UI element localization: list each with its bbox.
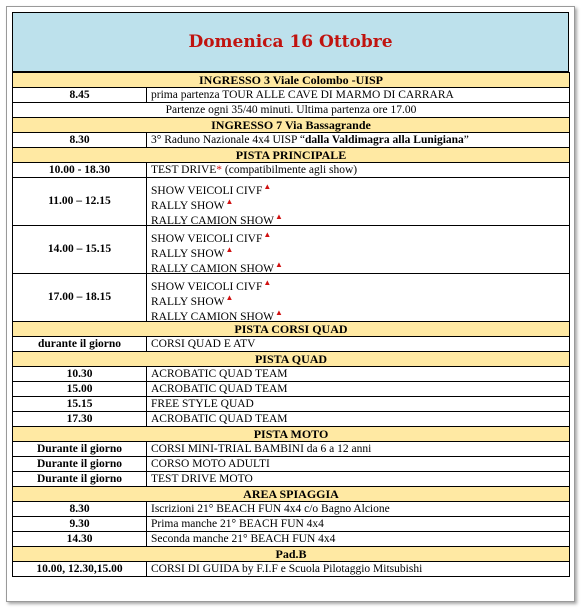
area-spiaggia-header-row <box>13 487 570 502</box>
event-text: RALLY SHOW <box>151 199 225 212</box>
event-text: ACROBATIC QUAD TEAM <box>151 413 288 425</box>
event-text: Prima manche 21° BEACH FUN 4x4 <box>151 518 324 530</box>
pista-principale-header-row <box>13 148 570 163</box>
quad-row <box>13 412 570 427</box>
time-cell: 17.30 <box>13 412 147 427</box>
pista-principale-header: PISTA PRINCIPALE <box>13 148 570 163</box>
quad-row <box>13 367 570 382</box>
moto-row <box>13 442 570 457</box>
event-cell <box>147 88 570 103</box>
ingresso3-row <box>13 88 570 103</box>
time-cell: 11.00 – 12.15 <box>13 178 147 226</box>
event-line <box>151 242 565 260</box>
time-cell: 14.00 – 15.15 <box>13 226 147 274</box>
event-cell <box>147 562 570 577</box>
show-block <box>13 274 570 322</box>
event-cell <box>147 472 570 487</box>
ingresso3-header-row <box>13 73 570 88</box>
event-cell <box>147 178 570 226</box>
asterisk-mark: * <box>216 164 223 176</box>
event-cell <box>147 274 570 322</box>
triangle-mark-icon: ▲ <box>263 278 272 287</box>
event-cell <box>147 133 570 148</box>
time-cell: durante il giorno <box>13 337 147 352</box>
moto-row <box>13 472 570 487</box>
event-cell <box>147 337 570 352</box>
triangle-mark-icon: ▲ <box>263 182 272 191</box>
event-line <box>151 305 565 320</box>
event-text: RALLY CAMION SHOW <box>151 262 275 274</box>
event-text: Seconda manche 21° BEACH FUN 4x4 <box>151 533 336 545</box>
page-title: Domenica 16 Ottobre <box>12 12 569 72</box>
time-cell: Durante il giorno <box>13 472 147 487</box>
pista-quad-header: PISTA QUAD <box>13 352 570 367</box>
event-text-end: ” <box>463 134 469 146</box>
time-cell: 15.15 <box>13 397 147 412</box>
time-cell: 15.00 <box>13 382 147 397</box>
event-cell <box>147 412 570 427</box>
event-text: CORSO MOTO ADULTI <box>151 458 270 470</box>
ingresso7-row <box>13 133 570 148</box>
event-text: SHOW VEICOLI CIVF <box>151 232 263 245</box>
ingresso3-note-row <box>13 103 570 118</box>
pista-quad-header-row <box>13 352 570 367</box>
ingresso3-note: Partenze ogni 35/40 minuti. Ultima partenza ore 17.00 <box>13 103 570 118</box>
event-text: TEST DRIVE <box>151 164 217 176</box>
event-text: CORSI DI GUIDA by F.I.F e Scuola Pilotaggio Mitsubishi <box>151 563 423 575</box>
spiaggia-row <box>13 517 570 532</box>
event-text: SHOW VEICOLI CIVF <box>151 184 263 197</box>
show-block <box>13 226 570 274</box>
event-line <box>151 209 565 224</box>
time-cell: 9.30 <box>13 517 147 532</box>
event-line <box>151 194 565 212</box>
event-text: RALLY SHOW <box>151 295 225 308</box>
quad-row <box>13 382 570 397</box>
event-note: (compatibilmente agli show) <box>222 164 358 176</box>
time-cell: Durante il giorno <box>13 442 147 457</box>
ingresso7-header: INGRESSO 7 Via Bassagrande <box>13 118 570 133</box>
pad-b-header-row <box>13 547 570 562</box>
triangle-mark-icon: ▲ <box>275 260 283 269</box>
event-text: ACROBATIC QUAD TEAM <box>151 383 288 395</box>
event-line <box>151 275 565 293</box>
test-drive-row <box>13 163 570 178</box>
event-text: prima partenza TOUR ALLE CAVE DI MARMO DI CARRARA <box>151 89 454 101</box>
event-cell <box>147 517 570 532</box>
event-cell <box>147 163 570 178</box>
pista-corsi-quad-header: PISTA CORSI QUAD <box>13 322 570 337</box>
triangle-mark-icon: ▲ <box>275 308 283 317</box>
triangle-mark-icon: ▲ <box>225 293 234 302</box>
event-line <box>151 227 565 245</box>
triangle-mark-icon: ▲ <box>275 212 283 221</box>
schedule <box>12 12 569 577</box>
pad-b-header: Pad.B <box>13 547 570 562</box>
event-cell <box>147 532 570 547</box>
event-text: RALLY SHOW <box>151 247 225 260</box>
event-text: FREE STYLE QUAD <box>151 398 254 410</box>
time-cell: 8.45 <box>13 88 147 103</box>
corsi-quad-row <box>13 337 570 352</box>
event-text: RALLY CAMION SHOW <box>151 214 275 226</box>
event-cell <box>147 397 570 412</box>
spiaggia-row <box>13 532 570 547</box>
pista-corsi-quad-header-row <box>13 322 570 337</box>
event-text: CORSI QUAD E ATV <box>151 338 256 350</box>
time-cell: 14.30 <box>13 532 147 547</box>
quad-row <box>13 397 570 412</box>
event-text: CORSI MINI-TRIAL BAMBINI da 6 a 12 anni <box>151 443 372 455</box>
event-cell <box>147 442 570 457</box>
event-text: ACROBATIC QUAD TEAM <box>151 368 288 380</box>
event-text: RALLY CAMION SHOW <box>151 310 275 322</box>
schedule-table <box>12 72 570 577</box>
ingresso7-header-row <box>13 118 570 133</box>
event-cell <box>147 382 570 397</box>
pista-moto-header-row <box>13 427 570 442</box>
event-text: TEST DRIVE MOTO <box>151 473 253 485</box>
pad-b-row <box>13 562 570 577</box>
time-cell: 10.30 <box>13 367 147 382</box>
event-text: SHOW VEICOLI CIVF <box>151 280 263 293</box>
event-cell <box>147 502 570 517</box>
schedule-frame <box>6 6 575 602</box>
event-line <box>151 257 565 272</box>
time-cell: 10.00 - 18.30 <box>13 163 147 178</box>
event-cell <box>147 367 570 382</box>
event-cell <box>147 457 570 472</box>
pista-moto-header: PISTA MOTO <box>13 427 570 442</box>
time-cell: 17.00 – 18.15 <box>13 274 147 322</box>
event-line <box>151 179 565 197</box>
time-cell: Durante il giorno <box>13 457 147 472</box>
time-cell: 10.00, 12.30,15.00 <box>13 562 147 577</box>
event-cell <box>147 226 570 274</box>
event-line <box>151 290 565 308</box>
event-text: Iscrizioni 21° BEACH FUN 4x4 c/o Bagno Alcione <box>151 503 390 515</box>
event-highlight: dalla Valdimagra alla Lunigiana <box>304 134 464 146</box>
spiaggia-row <box>13 502 570 517</box>
triangle-mark-icon: ▲ <box>225 197 234 206</box>
time-cell: 8.30 <box>13 133 147 148</box>
time-cell: 8.30 <box>13 502 147 517</box>
triangle-mark-icon: ▲ <box>263 230 272 239</box>
triangle-mark-icon: ▲ <box>225 245 234 254</box>
show-block <box>13 178 570 226</box>
ingresso3-header: INGRESSO 3 Viale Colombo -UISP <box>13 73 570 88</box>
moto-row <box>13 457 570 472</box>
event-text: 3° Raduno Nazionale 4x4 UISP “ <box>151 134 305 146</box>
area-spiaggia-header: AREA SPIAGGIA <box>13 487 570 502</box>
